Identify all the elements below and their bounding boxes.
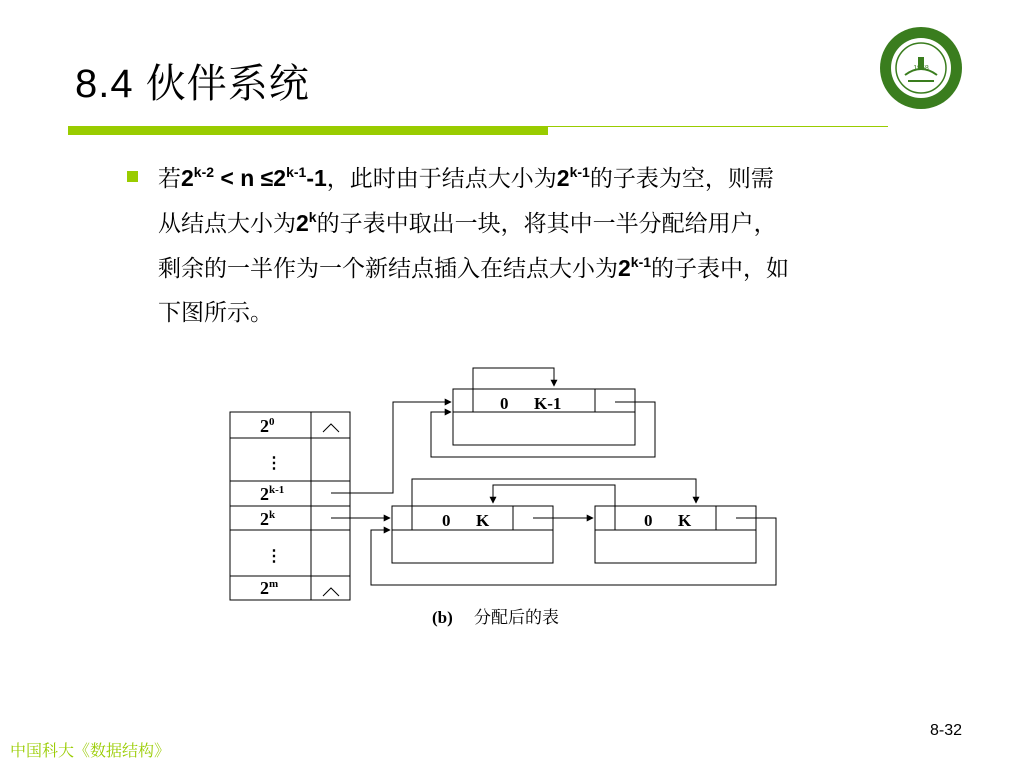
row-ellipsis-2: ⋮ [266,548,282,565]
node-left-tag: 0 [442,511,451,530]
node-left-kval: K [476,511,490,530]
node-right-tag: 0 [644,511,653,530]
free-list-table [230,412,350,600]
footer-course-title: 中国科大《数据结构》 [10,741,171,760]
row-label-2-0: $2^0$ [260,416,275,436]
row-label-2-m: 2$^m$ [260,578,279,598]
paragraph-line: 若$2^{k-2} < n \le 2^{k-1}-1$，此时由于结点大小为2$^{k-1}$的子表为空，则需 [158,164,774,192]
row-ellipsis-1: ⋮ [266,455,282,472]
node-k-right [595,506,756,563]
caption-label: (b) [432,608,453,627]
svg-text:1958: 1958 [913,65,929,72]
node-top-kval: K-1 [534,394,562,413]
row-label-2-k-1: 2$^{k-1}$ [260,484,285,504]
paragraph-line: 从结点大小为2$^k$的子表中取出一块，将其中一半分配给用户， [158,209,777,237]
paragraph-line: 下图所示。 [158,300,273,326]
node-k-left [392,506,553,563]
node-right-kval: K [678,511,692,530]
row-label-2-k: 2$^k$ [260,509,276,529]
page-title: 8.4 伙伴系统 [75,62,310,106]
page-number: 8-32 [930,722,963,739]
caption-text: 分配后的表 [474,608,559,628]
paragraph-line: 剩余的一半作为一个新结点插入在结点大小为2$^{k-1}$的子表中，如 [158,254,790,282]
node-top-tag: 0 [500,394,509,413]
